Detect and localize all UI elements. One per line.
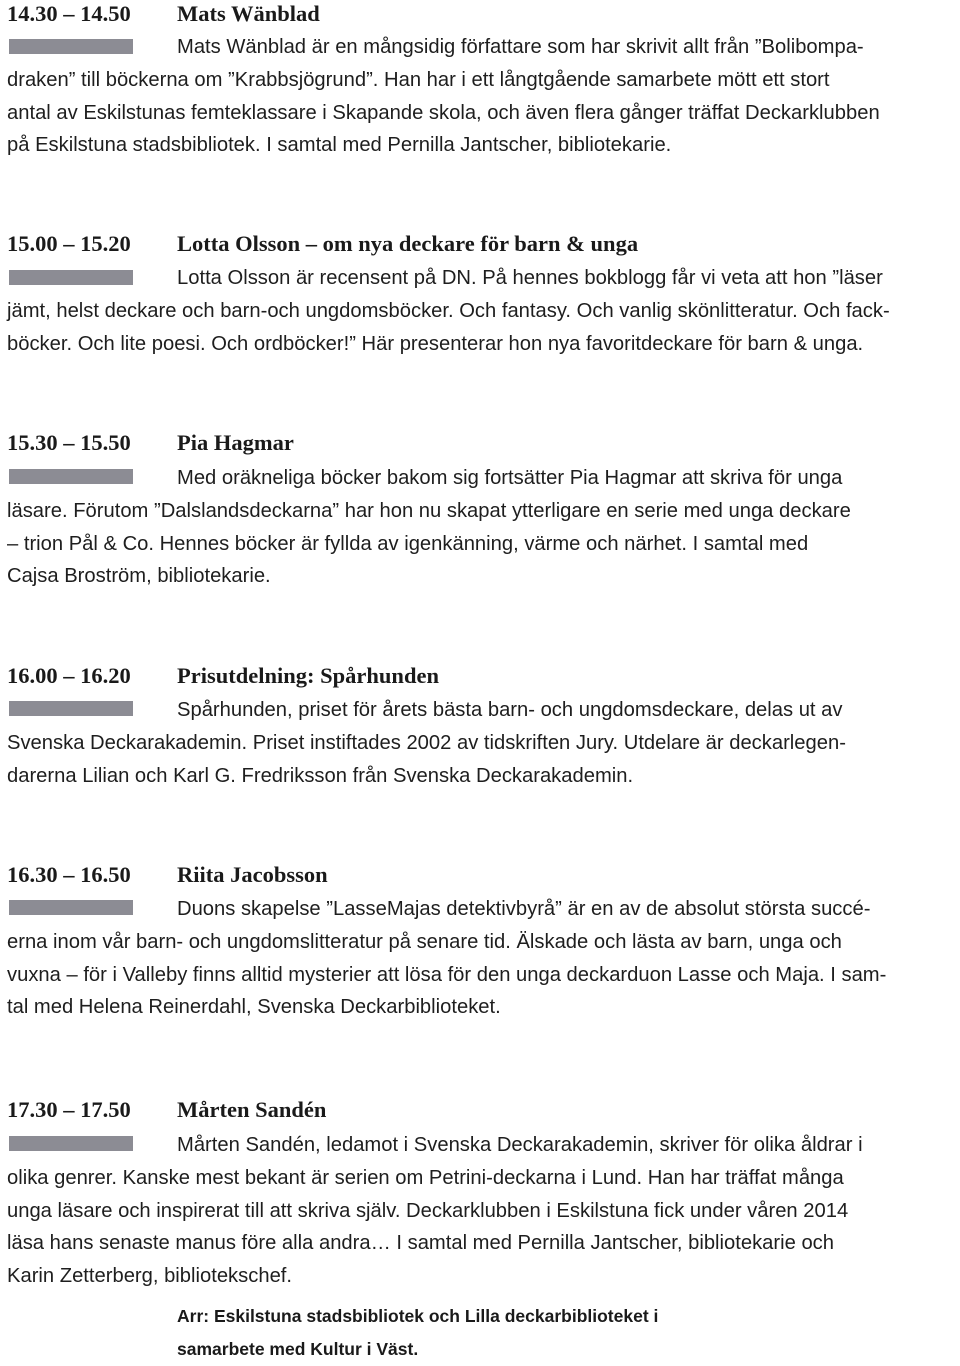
session-time: 14.30 – 14.50 <box>7 1 131 26</box>
description-line: tal med Helena Reinerdahl, Svenska Deckarbiblioteket. <box>7 996 501 1019</box>
session-time: 15.30 – 15.50 <box>7 430 131 455</box>
session-time: 16.00 – 16.20 <box>7 663 131 688</box>
credits-line: samarbete med Kultur i Väst. <box>177 1339 419 1359</box>
description-line: vuxna – för i Valleby finns alltid mysterier att lösa för den unga deckarduon Lasse och Maja. I sam- <box>7 963 887 986</box>
credits-line: Arr: Eskilstuna stadsbibliotek och Lilla deckarbiblioteket i <box>177 1306 659 1326</box>
description-line: Duons skapelse ”LasseMajas detektivbyrå” är en av de absolut största succé- <box>177 898 871 920</box>
session-title: Pia Hagmar <box>177 430 294 455</box>
description-line: på Eskilstuna stadsbibliotek. I samtal med Pernilla Jantscher, bibliotekarie. <box>7 134 672 157</box>
description-line: draken” till böckerna om ”Krabbsjögrund”. Han har i ett långtgående samarbete mött ett stort <box>7 68 830 91</box>
description-line: jämt, helst deckare och barn-och ungdomsböcker. Och fantasy. Och vanlig skönlitteratur. Och fack- <box>7 299 890 322</box>
session-description <box>7 694 960 792</box>
session-time: 16.30 – 16.50 <box>7 862 131 887</box>
description-line: erna inom vår barn- och ungdomslitteratur på senare tid. Älskade och lästa av barn, unga och <box>7 930 842 953</box>
session-description <box>7 1129 960 1293</box>
description-line: unga läsare och inspirerat till att skriva själv. Deckarklubben i Eskilstuna fick under våren 2014 <box>7 1199 849 1222</box>
description-line: Spårhunden, priset för årets bästa barn- och ungdomsdeckare, delas ut av <box>177 699 843 721</box>
description-line: Mårten Sandén, ledamot i Svenska Deckarakademin, skriver för olika åldrar i <box>177 1134 863 1156</box>
description-line: antal av Eskilstunas femteklassare i Skapande skola, och även flera gånger träffat Deckarklubben <box>7 101 880 124</box>
program-schedule <box>7 0 960 1363</box>
description-line: böcker. Och lite poesi. Och ordböcker!” Här presenterar hon nya favoritdeckare för barn & unga. <box>7 332 864 355</box>
description-line: olika genrer. Kanske mest bekant är serien om Petrini-deckarna i Lund. Han har träffat många <box>7 1166 844 1189</box>
description-line: Lotta Olsson är recensent på DN. På hennes bokblogg får vi veta att hon ”läser <box>177 267 883 289</box>
organizer-credits <box>177 1300 658 1366</box>
description-line: – trion Pål & Co. Hennes böcker är fyllda av igenkänning, värme och närhet. I samtal med <box>7 532 809 555</box>
session-description <box>7 262 960 360</box>
description-line: Mats Wänblad är en mångsidig författare som har skrivit allt från ”Bolibompa- <box>177 36 864 58</box>
session-description <box>7 462 960 593</box>
description-line: Svenska Deckarakademin. Priset instiftades 2002 av tidskriften Jury. Utdelare är deckarlegen- <box>7 731 846 754</box>
session-description <box>7 893 960 1024</box>
session-title: Mats Wänblad <box>177 1 320 26</box>
session-title: Prisutdelning: Spårhunden <box>177 663 439 688</box>
description-line: Med oräkneliga böcker bakom sig fortsätter Pia Hagmar att skriva för unga <box>177 467 843 489</box>
session-time: 17.30 – 17.50 <box>7 1097 131 1122</box>
session-title: Riita Jacobsson <box>177 862 328 887</box>
session-time: 15.00 – 15.20 <box>7 231 131 256</box>
description-line: läsa hans senaste manus före alla andra… I samtal med Pernilla Jantscher, bibliotekarie och <box>7 1232 835 1255</box>
description-line: Cajsa Broström, bibliotekarie. <box>7 565 271 588</box>
description-line: darerna Lilian och Karl G. Fredriksson från Svenska Deckarakademin. <box>7 764 634 787</box>
session-title: Lotta Olsson – om nya deckare för barn & unga <box>177 231 639 256</box>
session-title: Mårten Sandén <box>177 1097 327 1122</box>
session-description <box>7 31 960 162</box>
description-line: läsare. Förutom ”Dalslandsdeckarna” har hon nu skapat ytterligare en serie med unga deckare <box>7 499 851 522</box>
description-line: Karin Zetterberg, bibliotekschef. <box>7 1265 293 1288</box>
